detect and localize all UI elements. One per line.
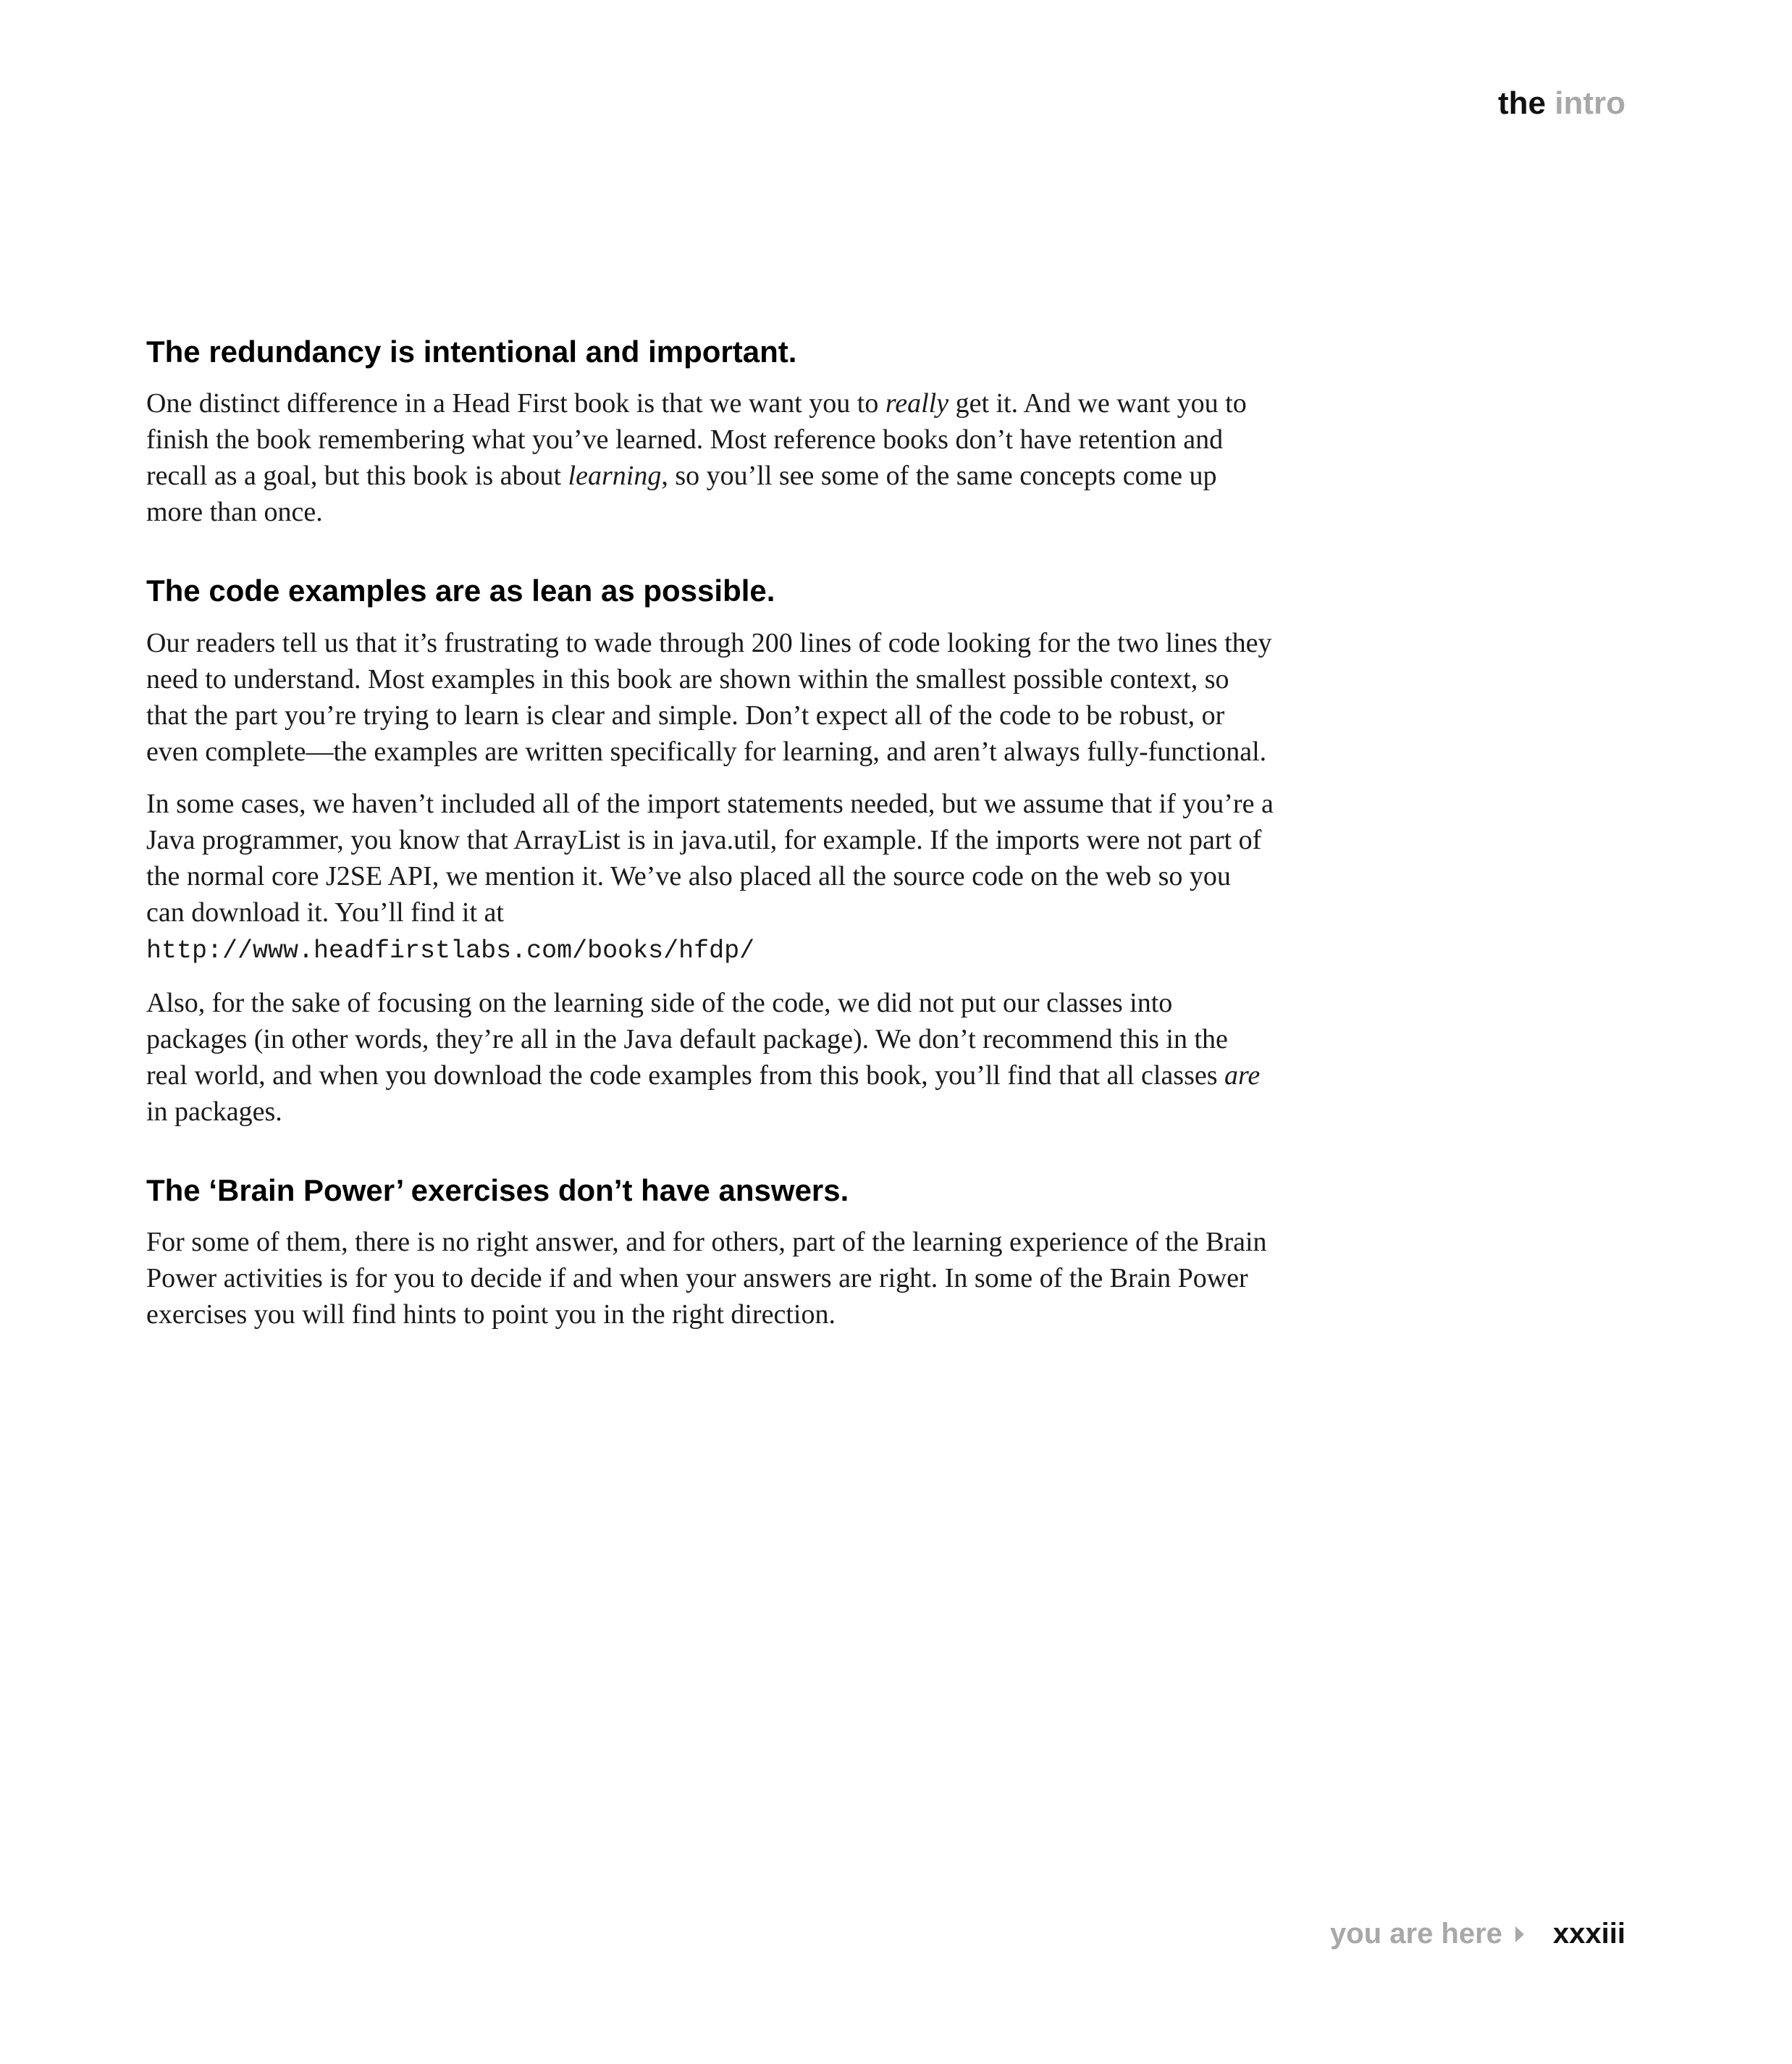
paragraph bbox=[146, 385, 1276, 530]
emphasis-text: are bbox=[1224, 1060, 1261, 1091]
running-head bbox=[1498, 85, 1625, 122]
emphasis-text: really bbox=[885, 388, 949, 419]
section-heading: The code examples are as lean as possible. bbox=[146, 574, 775, 608]
section-redundancy bbox=[146, 335, 1276, 530]
paragraph bbox=[146, 985, 1276, 1130]
page-number: xxxiii bbox=[1552, 1918, 1625, 1950]
source-code-url: http://www.headfirstlabs.com/books/hfdp/ bbox=[146, 936, 755, 965]
triangle-right-icon bbox=[1515, 1926, 1524, 1942]
text-run: One distinct difference in a Head First book is that we want you to bbox=[146, 388, 886, 419]
page-footer bbox=[1330, 1918, 1625, 1950]
section-code-examples bbox=[146, 574, 1276, 1129]
emphasis-text: learning bbox=[568, 461, 662, 492]
you-are-here-label: you are here bbox=[1330, 1918, 1502, 1950]
text-run: in packages. bbox=[146, 1096, 282, 1127]
text-run: get it. And we want you to finish the book remembering what you’ve learned. Most reference books don’t have retention and recall as a goal, but this book is about bbox=[146, 388, 1247, 492]
section-heading: The redundancy is intentional and important. bbox=[146, 335, 797, 369]
paragraph bbox=[146, 786, 1276, 969]
text-run: Also, for the sake of focusing on the learning side of the code, we did not put our classes into packages (in other words, they’re all in the Java default package). We don’t recommend this in the real world, and when you download the code examples from this book, you’ll find that all classes bbox=[146, 987, 1228, 1091]
running-head-chapter-title: intro bbox=[1555, 85, 1625, 121]
text-run: , so you’ll see some of the same concepts come up more than once. bbox=[146, 461, 1217, 528]
page-body bbox=[146, 335, 1276, 1376]
running-head-chapter-word: the bbox=[1498, 85, 1546, 121]
section-brain-power bbox=[146, 1173, 1276, 1333]
paragraph: Our readers tell us that it’s frustrating to wade through 200 lines of code looking for the two lines they need to understand. Most examples in this book are shown within the smallest possible context, so that the part you’re trying to learn is clear and simple. Don’t expect all of the code to be robust, or even complete—the examples are written specifically for learning, and aren’t always fully-functional. bbox=[146, 627, 1272, 767]
section-heading: The ‘Brain Power’ exercises don’t have answers. bbox=[146, 1172, 849, 1207]
text-run: In some cases, we haven’t included all of the import statements needed, but we assume that if you’re a Java programmer, you know that ArrayList is in java.util, for example. If the imports were not part of the normal core J2SE API, we mention it. We’ve also placed all the source code on the web so you can download it. You’ll find it at bbox=[146, 788, 1274, 928]
paragraph: For some of them, there is no right answer, and for others, part of the learning experience of the Brain Power activities is for you to decide if and when your answers are right. In some of the Brain Power exercises you will find hints to point you in the right direction. bbox=[146, 1226, 1267, 1330]
